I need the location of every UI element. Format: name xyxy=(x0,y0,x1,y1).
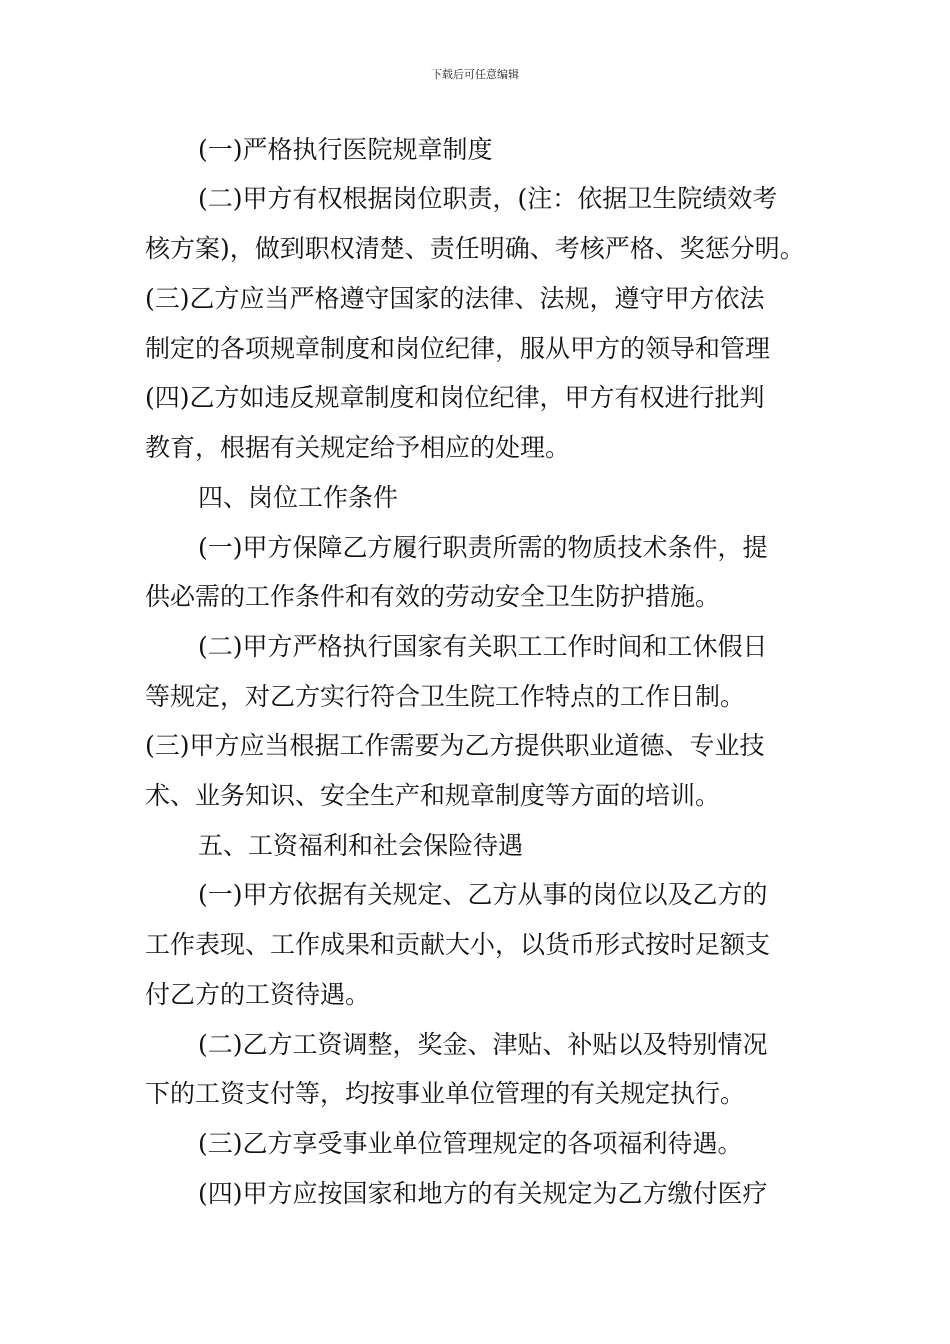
text-line: (二)甲方严格执行国家有关职工工作时间和工休假日 xyxy=(198,632,768,661)
text-line: 下的工资支付等，均按事业单位管理的有关规定执行。 xyxy=(145,1079,746,1108)
section-heading: 五、工资福利和社会保险待遇 xyxy=(198,831,524,860)
text-line: 术、业务知识、安全生产和规章制度等方面的培训。 xyxy=(145,781,721,810)
text-line: (三)乙方应当严格遵守国家的法律、法规，遵守甲方依法 xyxy=(145,284,765,313)
text-line: 教育，根据有关规定给予相应的处理。 xyxy=(145,433,571,462)
text-line: 供必需的工作条件和有效的劳动安全卫生防护措施。 xyxy=(145,582,721,611)
text-line: 工作表现、工作成果和贡献大小，以货币形式按时足额支 xyxy=(145,930,771,959)
text-line: (二)乙方工资调整，奖金、津贴、补贴以及特别情况 xyxy=(198,1030,768,1059)
text-line: (四)乙方如违反规章制度和岗位纪律，甲方有权进行批判 xyxy=(145,383,765,412)
text-line: (一)严格执行医院规章制度 xyxy=(198,135,493,164)
text-line: 等规定，对乙方实行符合卫生院工作特点的工作日制。 xyxy=(145,682,746,711)
text-line: (一)甲方保障乙方履行职责所需的物质技术条件，提 xyxy=(198,533,768,562)
text-line: (一)甲方依据有关规定、乙方从事的岗位以及乙方的 xyxy=(198,880,768,909)
text-line: (三)乙方享受事业单位管理规定的各项福利待遇。 xyxy=(198,1129,743,1158)
page-header: 下载后可任意编辑 xyxy=(431,68,519,81)
text-line: (四)甲方应按国家和地方的有关规定为乙方缴付医疗 xyxy=(198,1179,768,1208)
text-line: 付乙方的工资待遇。 xyxy=(145,980,371,1009)
text-line: 制定的各项规章制度和岗位纪律，服从甲方的领导和管理 xyxy=(145,334,771,363)
text-line: (三)甲方应当根据工作需要为乙方提供职业道德、专业技 xyxy=(145,731,765,760)
text-line: (二)甲方有权根据岗位职责，(注：依据卫生院绩效考 xyxy=(198,184,778,213)
section-heading: 四、岗位工作条件 xyxy=(198,483,399,512)
text-line: 核方案)，做到职权清楚、责任明确、考核严格、奖惩分明。 xyxy=(145,234,805,263)
